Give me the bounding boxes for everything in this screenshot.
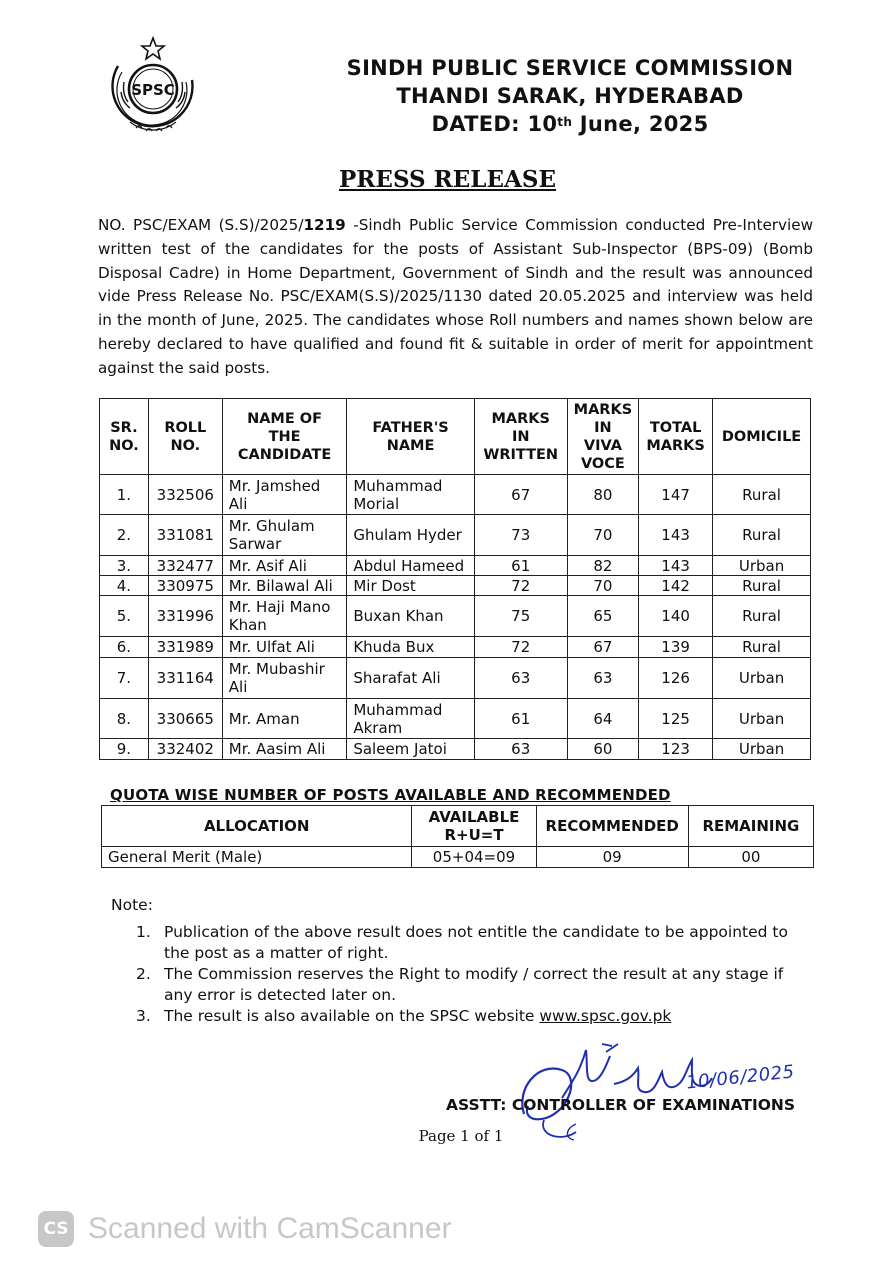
note-text: Publication of the above result does not entitle the candidate to be appointed to the post as a matter of right. [164, 923, 788, 962]
cell-viva: 82 [567, 556, 639, 576]
cell-father: Khuda Bux [347, 637, 474, 658]
header-recommended: RECOMMENDED [536, 806, 688, 847]
cell-roll: 331164 [148, 658, 222, 699]
header-father: FATHER'S NAME [347, 399, 474, 475]
cell-roll: 330975 [148, 576, 222, 596]
cell-total: 147 [639, 475, 713, 515]
cell-name: Mr. Aman [222, 699, 347, 739]
page-number: Page 1 of 1 [418, 1127, 504, 1145]
spsc-logo [100, 36, 206, 142]
quota-title: QUOTA WISE NUMBER OF POSTS AVAILABLE AND RECOMMENDED [110, 786, 671, 804]
table-row [100, 739, 811, 760]
table-row [100, 576, 811, 596]
camscanner-logo-icon: CS [38, 1211, 74, 1247]
cell-viva: 63 [567, 658, 639, 699]
cell-sr: 4. [100, 576, 149, 596]
cell-father: Muhammad Morial [347, 475, 474, 515]
cell-viva: 60 [567, 739, 639, 760]
header-total: TOTAL MARKS [639, 399, 713, 475]
cell-roll: 332402 [148, 739, 222, 760]
cell-father: Buxan Khan [347, 596, 474, 637]
cell-domicile: Urban [713, 739, 811, 760]
note-item [136, 1006, 816, 1027]
cell-allocation: General Merit (Male) [102, 847, 412, 868]
note-text: The Commission reserves the Right to modify / correct the result at any stage if any error is detected later on. [164, 965, 784, 1004]
cell-total: 143 [639, 515, 713, 556]
cell-total: 139 [639, 637, 713, 658]
cell-total: 140 [639, 596, 713, 637]
cell-domicile: Rural [713, 515, 811, 556]
table-row [100, 699, 811, 739]
cell-viva: 64 [567, 699, 639, 739]
header-remaining: REMAINING [688, 806, 813, 847]
org-address: THANDI SARAK, HYDERABAD [396, 84, 744, 108]
cell-viva: 80 [567, 475, 639, 515]
reference-number: 1219 [303, 216, 346, 234]
org-name: SINDH PUBLIC SERVICE COMMISSION [346, 56, 794, 80]
cell-father: Saleem Jatoi [347, 739, 474, 760]
page-title: PRESS RELEASE [339, 166, 556, 193]
quota-table [101, 805, 814, 868]
cell-written: 75 [474, 596, 567, 637]
cell-domicile: Urban [713, 658, 811, 699]
table-row [100, 637, 811, 658]
table-row [100, 475, 811, 515]
release-date [300, 110, 840, 138]
cell-domicile: Rural [713, 596, 811, 637]
cell-father: Muhammad Akram [347, 699, 474, 739]
cell-written: 72 [474, 576, 567, 596]
cell-available: 05+04=09 [412, 847, 536, 868]
table-row [100, 556, 811, 576]
header-viva: MARKS IN VIVA VOCE [567, 399, 639, 475]
cell-sr: 6. [100, 637, 149, 658]
note-number: 3. [136, 1007, 151, 1025]
cell-viva: 70 [567, 515, 639, 556]
letterhead [300, 54, 840, 138]
cell-roll: 332506 [148, 475, 222, 515]
cell-father: Abdul Hameed [347, 556, 474, 576]
cell-roll: 331996 [148, 596, 222, 637]
cell-total: 126 [639, 658, 713, 699]
cell-written: 63 [474, 739, 567, 760]
header-written: MARKS IN WRITTEN [474, 399, 567, 475]
header-available [412, 806, 536, 847]
cell-roll: 332477 [148, 556, 222, 576]
date-suffix: June, 2025 [572, 112, 709, 136]
cell-roll: 330665 [148, 699, 222, 739]
note-text: The result is also available on the SPSC website [164, 1007, 540, 1025]
camscanner-text: Scanned with CamScanner [88, 1212, 452, 1245]
cell-recommended: 09 [536, 847, 688, 868]
cell-roll: 331989 [148, 637, 222, 658]
cell-roll: 331081 [148, 515, 222, 556]
cell-written: 61 [474, 556, 567, 576]
cell-father: Sharafat Ali [347, 658, 474, 699]
cell-sr: 9. [100, 739, 149, 760]
results-table [99, 398, 811, 760]
cell-total: 142 [639, 576, 713, 596]
results-header-row [100, 399, 811, 475]
cell-written: 63 [474, 658, 567, 699]
cell-domicile: Rural [713, 637, 811, 658]
cell-domicile: Urban [713, 699, 811, 739]
release-body [98, 214, 813, 381]
cell-domicile: Rural [713, 576, 811, 596]
date-superscript: th [557, 115, 573, 129]
table-row [100, 596, 811, 637]
note-label: Note: [111, 896, 153, 914]
signature-date: 10/06/2025 [685, 1061, 796, 1094]
cell-written: 73 [474, 515, 567, 556]
cell-total: 123 [639, 739, 713, 760]
svg-text:SPSC: SPSC [131, 81, 175, 99]
notes-list [136, 922, 816, 1027]
cell-total: 143 [639, 556, 713, 576]
cell-domicile: Urban [713, 556, 811, 576]
cell-father: Ghulam Hyder [347, 515, 474, 556]
cell-written: 61 [474, 699, 567, 739]
cell-name: Mr. Aasim Ali [222, 739, 347, 760]
cell-sr: 3. [100, 556, 149, 576]
cell-sr: 1. [100, 475, 149, 515]
header-roll: ROLL NO. [148, 399, 222, 475]
header-available-line2: R+U=T [444, 826, 504, 844]
cell-viva: 65 [567, 596, 639, 637]
header-name: NAME OF THE CANDIDATE [222, 399, 347, 475]
cell-name: Mr. Ulfat Ali [222, 637, 347, 658]
note-number: 1. [136, 923, 151, 941]
quota-header-row [102, 806, 814, 847]
cell-father: Mir Dost [347, 576, 474, 596]
table-row [100, 515, 811, 556]
cell-domicile: Rural [713, 475, 811, 515]
date-prefix: DATED: 10 [431, 112, 558, 136]
note-item [136, 964, 816, 1006]
camscanner-watermark [38, 1207, 452, 1251]
cell-name: Mr. Asif Ali [222, 556, 347, 576]
quota-row [102, 847, 814, 868]
signatory-designation: ASSTT: CONTROLLER OF EXAMINATIONS [446, 1096, 796, 1114]
cell-name: Mr. Haji Mano Khan [222, 596, 347, 637]
note-item [136, 922, 816, 964]
cell-sr: 2. [100, 515, 149, 556]
website-link[interactable]: www.spsc.gov.pk [539, 1007, 672, 1025]
header-allocation: ALLOCATION [102, 806, 412, 847]
table-row [100, 658, 811, 699]
cell-written: 72 [474, 637, 567, 658]
note-number: 2. [136, 965, 151, 983]
reference-prefix: NO. PSC/EXAM (S.S)/2025/ [98, 216, 304, 234]
cell-name: Mr. Mubashir Ali [222, 658, 347, 699]
cell-total: 125 [639, 699, 713, 739]
header-domicile: DOMICILE [713, 399, 811, 475]
cell-name: Mr. Bilawal Ali [222, 576, 347, 596]
cell-name: Mr. Ghulam Sarwar [222, 515, 347, 556]
cell-sr: 8. [100, 699, 149, 739]
cell-viva: 67 [567, 637, 639, 658]
cell-name: Mr. Jamshed Ali [222, 475, 347, 515]
cell-viva: 70 [567, 576, 639, 596]
body-text: -Sindh Public Service Commission conducted Pre-Interview written test of the candidates for the posts of Assistant Sub-Inspector (BPS-09) (Bomb Disposal Cadre) in Home Department, Government of Sindh and the result was announced vide Press Release No. PSC/EXAM(S.S)/2025/1130 dated 20.05.2025 and interview was held in the month of June, 2025. The candidates whose Roll numbers and names shown below are hereby declared to have qualified and found fit & suitable in order of merit for appointment against the said posts. [98, 216, 814, 377]
cell-remaining: 00 [688, 847, 813, 868]
cell-written: 67 [474, 475, 567, 515]
cell-sr: 5. [100, 596, 149, 637]
header-sr: SR. NO. [100, 399, 149, 475]
cell-sr: 7. [100, 658, 149, 699]
header-available-line1: AVAILABLE [428, 808, 520, 826]
